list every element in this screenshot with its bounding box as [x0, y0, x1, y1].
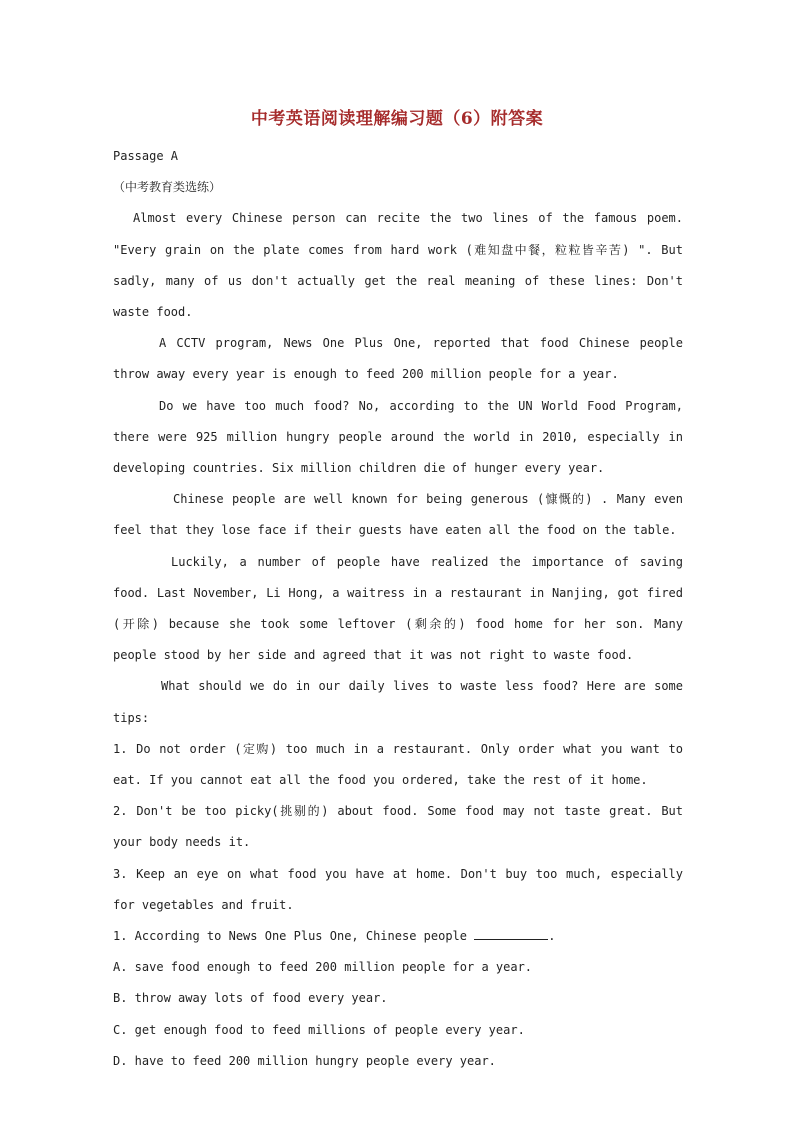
paragraph-1: Almost every Chinese person can recite the two lines of the famous poem. "Every grain on the plate comes from hard work (难知盘中餐，粒粒皆辛苦) ". But sadly, many of us don't actually get the real meaning of these lines: Don't waste food. [113, 211, 683, 320]
tip-3: 3. Keep an eye on what food you have at home. Don't buy too much, especially for vegetables and fruit. [113, 866, 683, 912]
tip-1: 1. Do not order (定购) too much in a restaurant. Only order what you want to eat. If you cannot eat all the food you ordered, take the rest of it home. [113, 741, 683, 788]
paragraph-2: A CCTV program, News One Plus One, reported that food Chinese people throw away every year is enough to feed 200 million people for a year. [113, 336, 683, 382]
option-c: C. get enough food to feed millions of people every year. [113, 1022, 525, 1037]
document-body [113, 141, 683, 1077]
paragraph-3: Do we have too much food? No, according to the UN World Food Program, there were 925 million hungry people around the world in 2010, especially in developing countries. Six million children die of hunger every year. [113, 398, 683, 476]
paragraph-5: Luckily, a number of people have realized the importance of saving food. Last November, Li Hong, a waitress in a restaurant in Nanjing, got fired (开除) because she took some leftover (剩余的) food home for her son. Many people stood by her side and agreed that it was not right to waste food. [113, 554, 683, 663]
option-d: D. have to feed 200 million hungry people every year. [113, 1053, 496, 1068]
question-stem-text: 1. According to News One Plus One, Chinese people [113, 929, 468, 944]
page-title: 中考英语阅读理解编习题（6）附答案 [250, 109, 544, 129]
passage-label: Passage A [113, 149, 179, 163]
paragraph-6: What should we do in our daily lives to waste less food? Here are some tips: [113, 679, 683, 725]
source-note: （中考教育类选练） [113, 180, 222, 195]
option-a: A. save food enough to feed 200 million people for a year. [113, 960, 533, 975]
option-b: B. throw away lots of food every year. [113, 991, 388, 1006]
paragraph-4: Chinese people are well known for being generous (慷慨的) . Many even feel that they lose face if their guests have eaten all the food on the table. [113, 492, 683, 538]
answer-blank [474, 929, 548, 940]
question-stem-end: . [548, 929, 556, 944]
question-stem [113, 921, 683, 952]
tip-2: 2. Don't be too picky(挑剔的) about food. Some food may not taste great. But your body needs it. [113, 804, 683, 850]
